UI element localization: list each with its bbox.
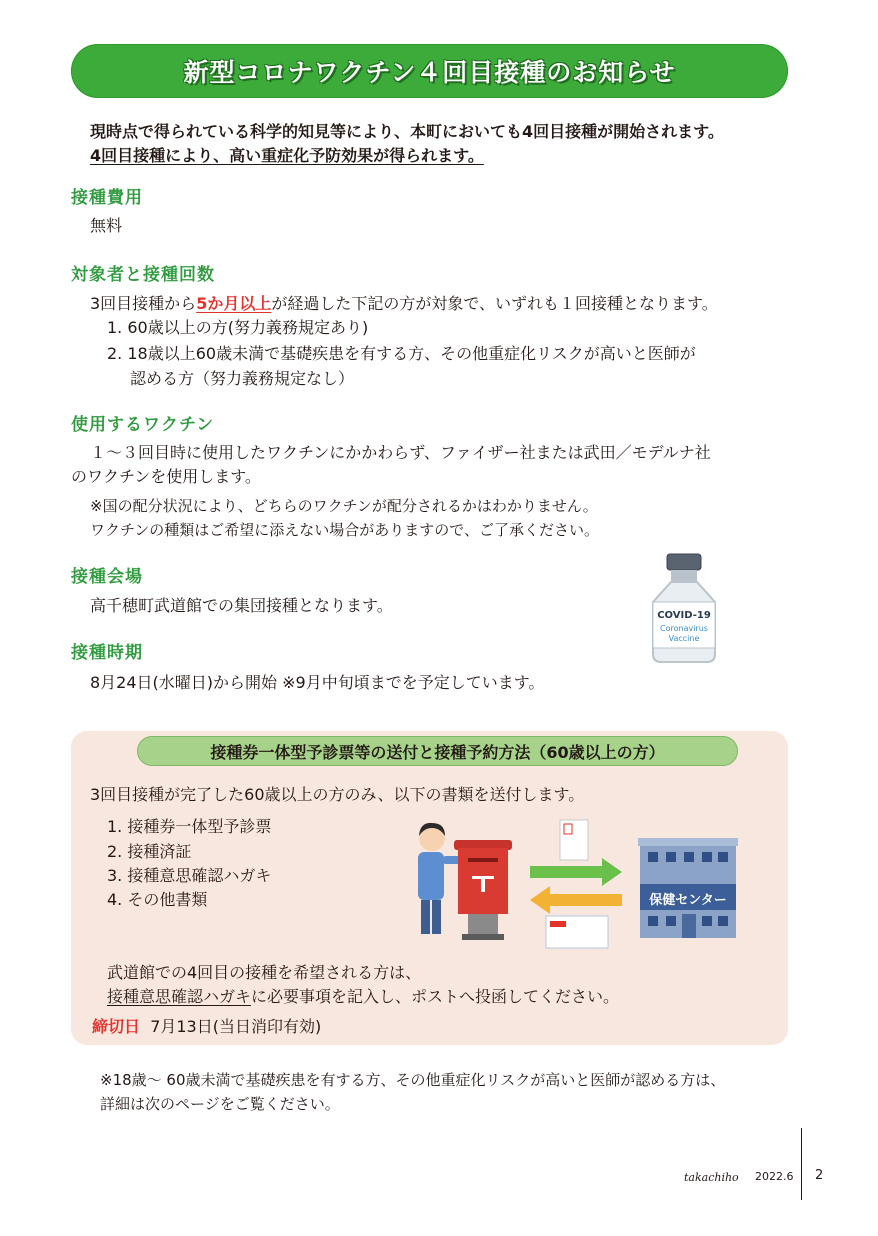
panel-item-3: 3. 接種意思確認ハガキ [107,866,272,885]
panel-item-4: 4. その他書類 [107,890,208,909]
footer-publication: takachiho [684,1171,739,1184]
vial-label-3: Vaccine [668,634,700,643]
panel-title: 接種券一体型予診票等の送付と接種予約方法（60歳以上の方） [137,736,738,766]
target-heading: 対象者と接種回数 [71,265,215,285]
target-item-2-cont: 認める方（努力義務規定なし） [130,369,355,388]
intro-line-2: 4回目接種により、高い重症化予防効果が得られます。 [90,146,484,165]
target-item-1: 1. 60歳以上の方(努力義務規定あり) [107,318,369,337]
period-body: 8月24日(水曜日)から開始 ※9月中旬頃までを予定しています。 [90,673,545,692]
health-center-building-icon [638,838,738,938]
deadline-label: 締切日 [92,1017,141,1036]
arrow-left-icon [530,886,622,914]
period-heading: 接種時期 [71,643,143,663]
vial-label-1: COVID-19 [657,610,711,621]
target-item-2: 2. 18歳以上60歳未満で基礎疾患を有する方、その他重症化リスクが高いと医師が [107,344,696,363]
footer-divider [801,1128,802,1200]
vaccine-body-2: のワクチンを使用します。 [71,467,261,486]
cost-heading: 接種費用 [71,188,143,208]
health-center-label: 保健センター [649,893,727,908]
postbox-icon [454,840,512,940]
apply-line-1: 武道館での4回目の接種を希望される方は、 [107,963,422,982]
person-icon [418,823,464,934]
target-lead-after: が経過した下記の方が対象で、いずれも１回接種となります。 [271,294,718,313]
vaccine-body-1: １～３回目時に使用したワクチンにかかわらず、ファイザー社または武田／モデルナ社 [90,443,711,462]
apply-line-2-rest: に必要事項を記入し、ポストへ投函してください。 [251,987,620,1006]
target-lead-highlight: 5か月以上 [196,294,272,313]
postcard-name: 接種意思確認ハガキ [107,987,252,1006]
panel-lead: 3回目接種が完了した60歳以上の方のみ、以下の書類を送付します。 [90,785,585,804]
venue-heading: 接種会場 [71,567,143,587]
panel-item-2: 2. 接種済証 [107,842,192,861]
page-number: 2 [815,1168,824,1183]
footer-date: 2022.6 [755,1170,794,1183]
vial-label-2: Coronavirus [660,624,708,633]
footnote-line-1: ※18歳～ 60歳未満で基礎疾患を有する方、その他重症化リスクが高いと医師が認める方は、 [100,1071,726,1089]
vaccine-note-1: ※国の配分状況により、どちらのワクチンが配分されるかはわかりません。 [90,497,598,515]
target-lead-before: 3回目接種から [90,294,197,313]
envelope-icon [546,916,608,948]
postcard-icon [560,820,588,860]
deadline-value: 7月13日(当日消印有効) [150,1017,322,1036]
venue-body: 高千穂町武道館での集団接種となります。 [90,596,393,615]
target-lead [90,292,718,316]
deadline [92,1015,321,1039]
vaccine-vial-illustration [645,552,723,664]
footnote-line-2: 詳細は次のページをご覧ください。 [100,1095,340,1113]
page-title: 新型コロナワクチン４回目接種のお知らせ [183,58,676,87]
mail-flow-illustration [412,818,742,950]
vaccine-note-2: ワクチンの種類はご希望に添えない場合がありますので、ご了承ください。 [90,521,599,539]
cost-body: 無料 [90,216,123,235]
arrow-right-icon [530,858,622,886]
apply-line-2 [107,985,619,1009]
panel-item-1: 1. 接種券一体型予診票 [107,817,272,836]
intro-line-1: 現時点で得られている科学的知見等により、本町においても4回目接種が開始されます。 [90,122,724,141]
vaccine-heading: 使用するワクチン [71,415,215,435]
title-banner [71,44,788,98]
